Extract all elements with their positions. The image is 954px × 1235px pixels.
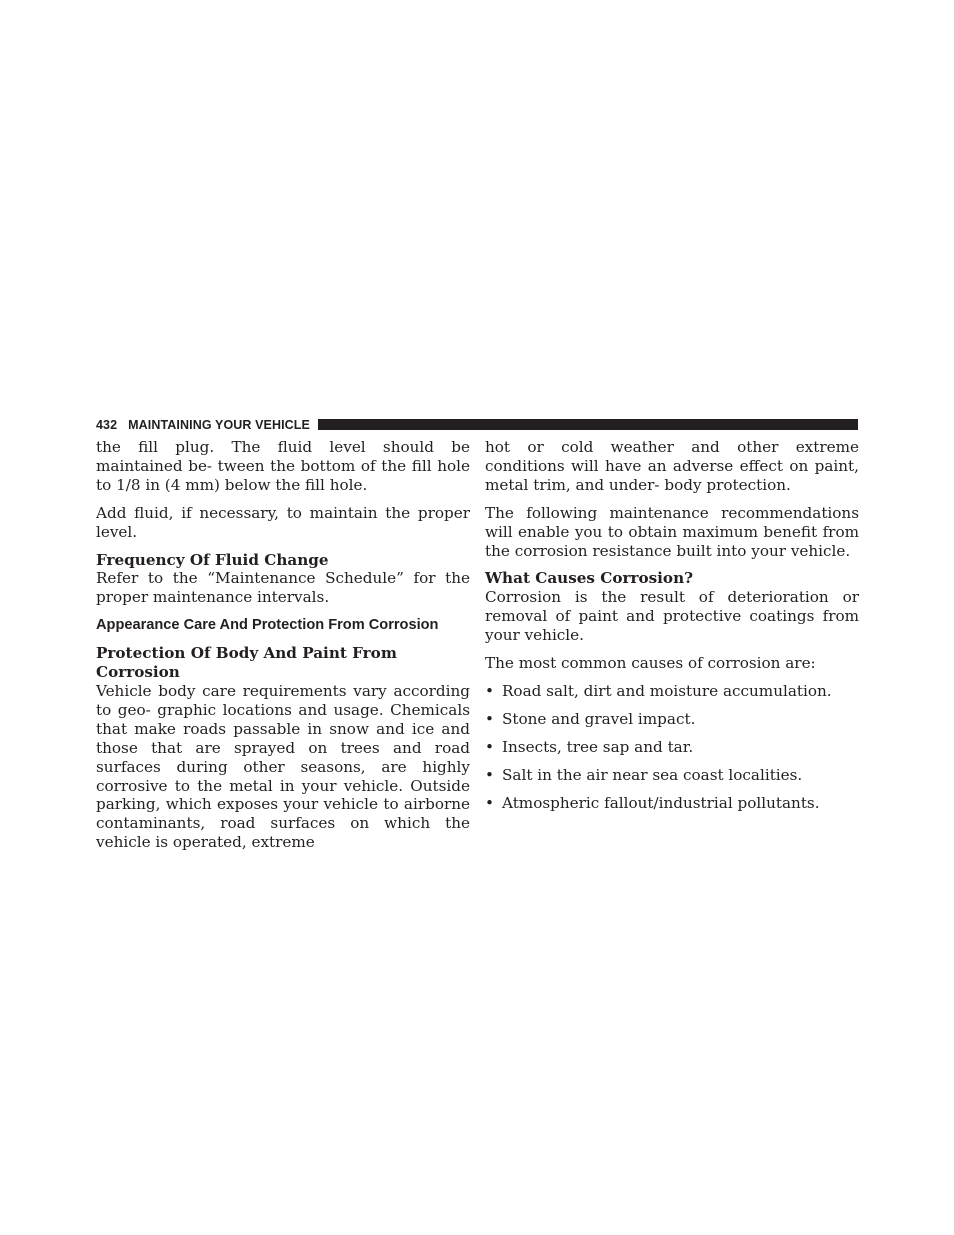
right-column [485,438,859,813]
list-item-text: Salt in the air near sea coast localities. [502,765,803,784]
list-item-text: Stone and gravel impact. [502,709,696,728]
appearance-care-heading: Appearance Care And Protection From Corrosion [96,617,439,634]
protection-heading: Protection Of Body And Paint From Corrosion [96,644,397,682]
causes-list [485,682,859,813]
list-item [485,794,859,813]
recommendations-paragraph: The following maintenance recommendations will enable you to obtain maximum benefit from the corrosion resistance built into your vehicle. [485,503,859,560]
list-item [485,710,859,729]
frequency-heading: Frequency Of Fluid Change [96,550,329,569]
bullet-icon: • [485,737,494,756]
left-column [96,438,470,852]
common-causes-intro: The most common causes of corrosion are: [485,654,816,673]
weather-paragraph: hot or cold weather and other extreme conditions will have an adverse effect on paint, metal trim, and under- body protection. [485,438,859,494]
list-item-text: Road salt, dirt and moisture accumulation. [502,681,832,700]
corrosion-definition-paragraph: Corrosion is the result of deterioration or removal of paint and protective coatings from your vehicle. [485,588,859,645]
causes-heading: What Causes Corrosion? [485,569,694,588]
body-care-paragraph: Vehicle body care requirements vary according to geo- graphic locations and usage. Chemicals that make roads passable in snow and ice and those that are sprayed on trees and road surfaces during other seasons, are highly corrosive to the metal in your vehicle. Outside parking, which exposes your vehicle to airborne contaminants, road surfaces on which the vehicle is operated, extreme [96,681,470,852]
list-item [485,682,859,701]
bullet-icon: • [485,793,494,812]
bullet-icon: • [485,681,494,700]
list-item-text: Insects, tree sap and tar. [502,737,694,756]
bullet-icon: • [485,765,494,784]
frequency-paragraph: Refer to the “Maintenance Schedule” for the proper maintenance intervals. [96,569,470,607]
bullet-icon: • [485,709,494,728]
add-fluid-paragraph: Add fluid, if necessary, to maintain the proper level. [96,503,470,541]
section-title: MAINTAINING YOUR VEHICLE [128,417,310,432]
header-rule [318,419,858,430]
list-item [485,766,859,785]
page-number: 432 [96,417,118,432]
page-header [96,417,858,432]
fill-plug-paragraph: the fill plug. The fluid level should be maintained be- tween the bottom of the fill hole to 1/8 in (4 mm) below the fill hole. [96,438,470,494]
list-item [485,738,859,757]
list-item-text: Atmospheric fallout/industrial pollutants. [502,793,820,812]
